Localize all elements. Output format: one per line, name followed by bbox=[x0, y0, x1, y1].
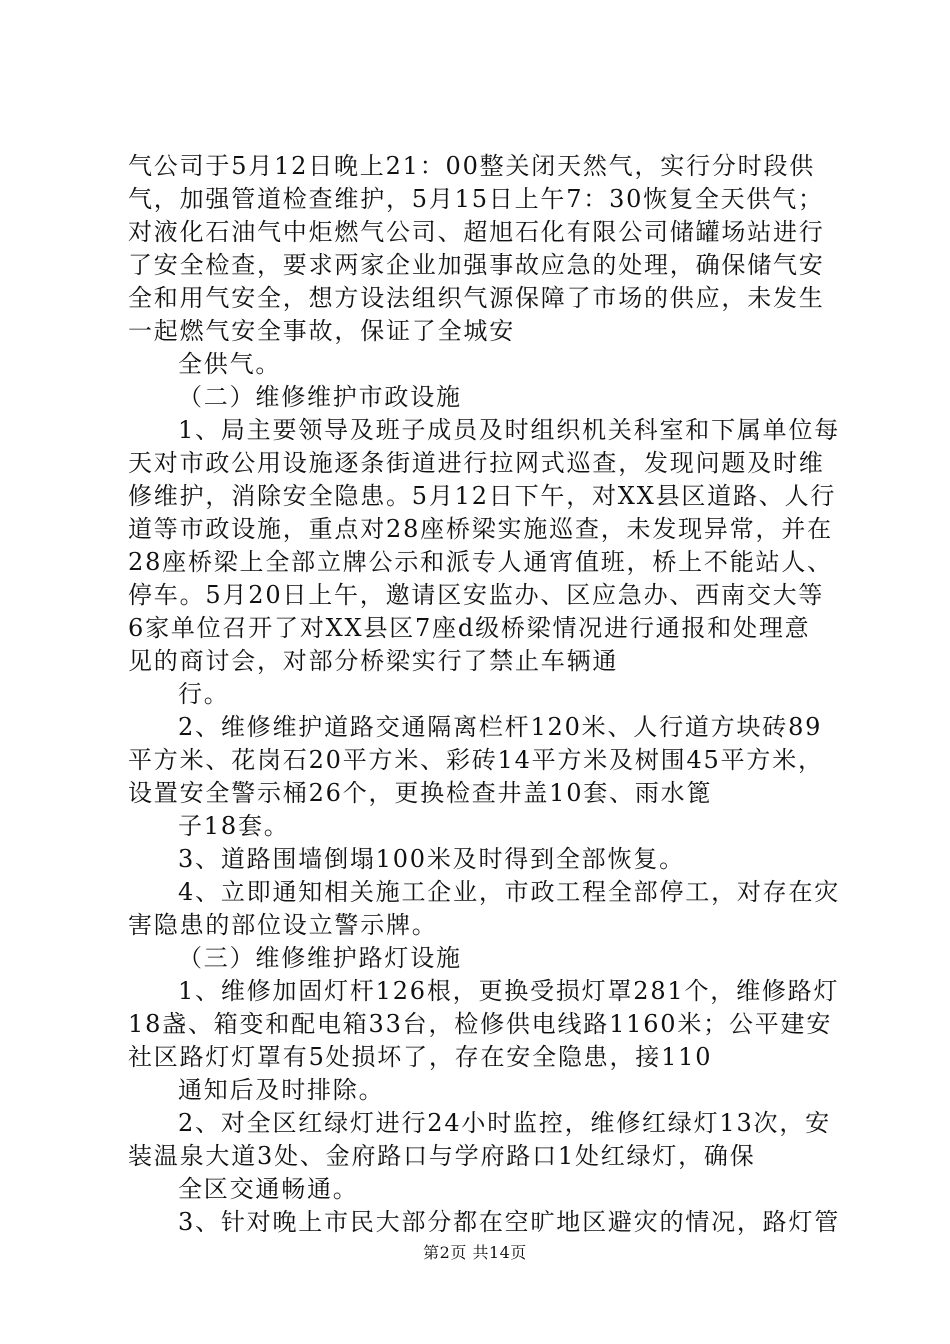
text-line: 修维护，消除安全隐患。5月12日下午，对XX县区道路、人行 bbox=[128, 482, 837, 510]
text-line: 对液化石油气中炬燃气公司、超旭石化有限公司储罐场站进行 bbox=[128, 218, 825, 246]
text-line: 子18套。 bbox=[178, 812, 290, 840]
text-line: 一起燃气安全事故，保证了全城安 bbox=[128, 317, 515, 345]
text-line: 了安全检查，要求两家企业加强事故应急的处理，确保储气安 bbox=[128, 251, 825, 279]
text-line: 设置安全警示桶26个，更换检查井盖10套、雨水篦 bbox=[128, 779, 713, 807]
text-line: 气公司于5月12日晚上21：00整关闭天然气，实行分时段供 bbox=[128, 152, 816, 180]
text-line: 天对市政公用设施逐条街道进行拉网式巡查，发现问题及时维 bbox=[128, 449, 825, 477]
text-line: 行。 bbox=[178, 680, 230, 708]
section-heading: （三）维修维护路灯设施 bbox=[178, 944, 462, 972]
text-line: 平方米、花岗石20平方米、彩砖14平方米及树围45平方米， bbox=[128, 746, 824, 774]
text-line: 社区路灯灯罩有5处损坏了，存在安全隐患，接110 bbox=[128, 1043, 713, 1071]
document-body bbox=[128, 150, 841, 1239]
text-line: 1、局主要领导及班子成员及时组织机关科室和下属单位每 bbox=[178, 416, 841, 444]
text-line: 6家单位召开了对XX县区7座d级桥梁情况进行通报和处理意 bbox=[128, 614, 811, 642]
text-line: 18盏、箱变和配电箱33台，检修供电线路1160米；公平建安 bbox=[128, 1010, 833, 1038]
text-line: 3、针对晚上市民大部分都在空旷地区避灾的情况，路灯管 bbox=[178, 1208, 841, 1236]
text-line: 害隐患的部位设立警示牌。 bbox=[128, 911, 438, 939]
text-line: 停车。5月20日上午，邀请区安监办、区应急办、西南交大等 bbox=[128, 581, 825, 609]
text-line: 3、道路围墙倒塌100米及时得到全部恢复。 bbox=[178, 845, 685, 873]
text-line: 全和用气安全，想方设法组织气源保障了市场的供应，未发生 bbox=[128, 284, 825, 312]
section-heading: （二）维修维护市政设施 bbox=[178, 383, 462, 411]
text-line: 装温泉大道3处、金府路口与学府路口1处红绿灯，确保 bbox=[128, 1142, 756, 1170]
text-line: 全区交通畅通。 bbox=[178, 1175, 359, 1203]
text-line: 通知后及时排除。 bbox=[178, 1076, 385, 1104]
text-line: 道等市政设施，重点对28座桥梁实施巡查，未发现异常，并在 bbox=[128, 515, 833, 543]
text-line: 1、维修加固灯杆126根，更换受损灯罩281个，维修路灯 bbox=[178, 977, 840, 1005]
text-line: 28座桥梁上全部立牌公示和派专人通宵值班，桥上不能站人、 bbox=[128, 548, 833, 576]
text-line: 2、对全区红绿灯进行24小时监控，维修红绿灯13次，安 bbox=[178, 1109, 831, 1137]
text-line: 见的商讨会，对部分桥梁实行了禁止车辆通 bbox=[128, 647, 619, 675]
text-line: 气，加强管道检查维护，5月15日上午7：30恢复全天供气； bbox=[128, 185, 824, 213]
text-line: 4、立即通知相关施工企业，市政工程全部停工，对存在灾 bbox=[178, 878, 841, 906]
text-line: 2、维修维护道路交通隔离栏杆120米、人行道方块砖89 bbox=[178, 713, 823, 741]
text-line: 全供气。 bbox=[178, 350, 282, 378]
page-number-footer: 第2页 共14页 bbox=[423, 1243, 527, 1262]
